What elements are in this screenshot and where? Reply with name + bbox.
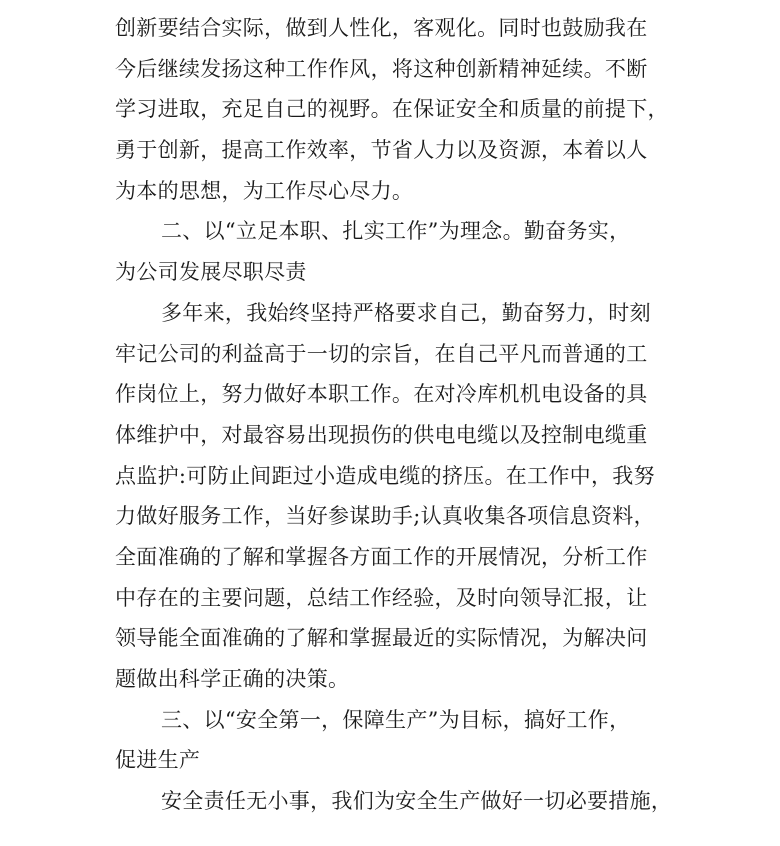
text-line: 点监护:可防止间距过小造成电缆的挤压。在工作中，我努 [115, 463, 655, 488]
text-line: 牢记公司的利益高于一切的宗旨，在自己平凡而普通的工 [115, 341, 648, 366]
document-body [115, 8, 695, 822]
paragraph-start: 安全责任无小事，我们为安全生产做好一切必要措施， [161, 789, 673, 814]
text-line: 全面准确的了解和掌握各方面工作的开展情况，分析工作 [115, 544, 648, 569]
text-line: 中存在的主要问题，总结工作经验，及时向领导汇报，让 [115, 585, 648, 610]
text-line: 体维护中，对最容易出现损伤的供电电缆以及控制电缆重 [115, 422, 648, 447]
text-line: 学习进取，充足自己的视野。在保证安全和质量的前提下， [115, 97, 669, 122]
text-line: 勇于创新，提高工作效率，节省人力以及资源，本着以人 [115, 138, 648, 163]
text-line: 力做好服务工作，当好参谋助手;认真收集各项信息资料， [115, 504, 655, 529]
section-heading-2-cont: 为公司发展尽职尽责 [115, 260, 307, 285]
paragraph-start: 多年来，我始终坚持严格要求自己，勤奋努力，时刻 [161, 300, 651, 325]
text-line: 今后继续发扬这种工作作风，将这种创新精神延续。不断 [115, 56, 648, 81]
text-line: 创新要结合实际，做到人性化，客观化。同时也鼓励我在 [115, 16, 648, 40]
section-heading-2: 二、以“立足本职、扎实工作”为理念。勤奋务实， [161, 219, 631, 244]
text-line: 题做出科学正确的决策。 [115, 667, 350, 691]
text-line: 领导能全面准确的了解和掌握最近的实际情况，为解决问 [115, 626, 648, 651]
section-heading-3: 三、以“安全第一，保障生产”为目标，搞好工作， [161, 707, 631, 732]
section-heading-3-cont: 促进生产 [115, 748, 201, 773]
text-line: 为本的思想，为工作尽心尽力。 [115, 178, 414, 203]
text-line: 作岗位上，努力做好本职工作。在对冷库机机电设备的具 [115, 382, 648, 407]
